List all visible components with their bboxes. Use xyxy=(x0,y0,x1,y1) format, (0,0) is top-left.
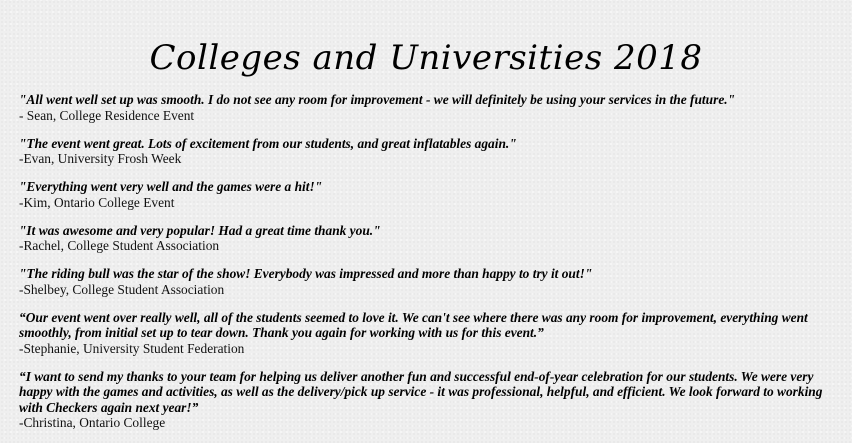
testimonial-item xyxy=(19,92,839,124)
testimonial-author: -Stephanie, University Student Federation xyxy=(19,340,245,356)
testimonial-author: -Evan, University Frosh Week xyxy=(19,151,182,166)
testimonial-item xyxy=(19,136,839,168)
testimonial-item xyxy=(19,369,839,432)
testimonial-item xyxy=(19,223,839,255)
testimonial-quote: “Our event went over really well, all of the students seemed to love it. We can't see where there was any room for improvement, everything went smoothly, from initial set up to tear down. Thank you again for working with us for this event.” xyxy=(19,309,808,340)
testimonial-author: -Shelbey, College Student Association xyxy=(19,281,225,297)
testimonial-quote: "All went well set up was smooth. I do not see any room for improvement - we will definitely be using your services in the future." xyxy=(19,92,736,107)
testimonial-item xyxy=(19,310,839,357)
testimonial-item xyxy=(19,266,839,298)
testimonial-quote: "The riding bull was the star of the show! Everybody was impressed and more than happy to try it out!" xyxy=(19,266,593,281)
page-title: Colleges and Universities 2018 xyxy=(149,38,703,78)
testimonial-author: -Rachel, College Student Association xyxy=(19,238,220,253)
testimonial-author: -Christina, Ontario College xyxy=(19,415,166,430)
testimonial-list xyxy=(19,92,839,443)
testimonial-author: - Sean, College Residence Event xyxy=(19,107,195,123)
testimonial-quote: "The event went great. Lots of excitement from our students, and great inflatables again." xyxy=(19,135,517,151)
testimonial-author: -Kim, Ontario College Event xyxy=(19,194,175,210)
testimonial-item xyxy=(19,179,839,211)
testimonial-quote: “I want to send my thanks to your team for helping us deliver another fun and successful end-of-year celebration for our students. We were very happy with the games and activities, as well as the delivery/pick up service - it was professional, helpful, and efficient. We look forward to working with Checkers again next year!” xyxy=(19,368,823,415)
testimonial-quote: "It was awesome and very popular! Had a great time thank you." xyxy=(19,222,381,238)
testimonial-quote: "Everything went very well and the games were a hit!" xyxy=(19,179,323,194)
